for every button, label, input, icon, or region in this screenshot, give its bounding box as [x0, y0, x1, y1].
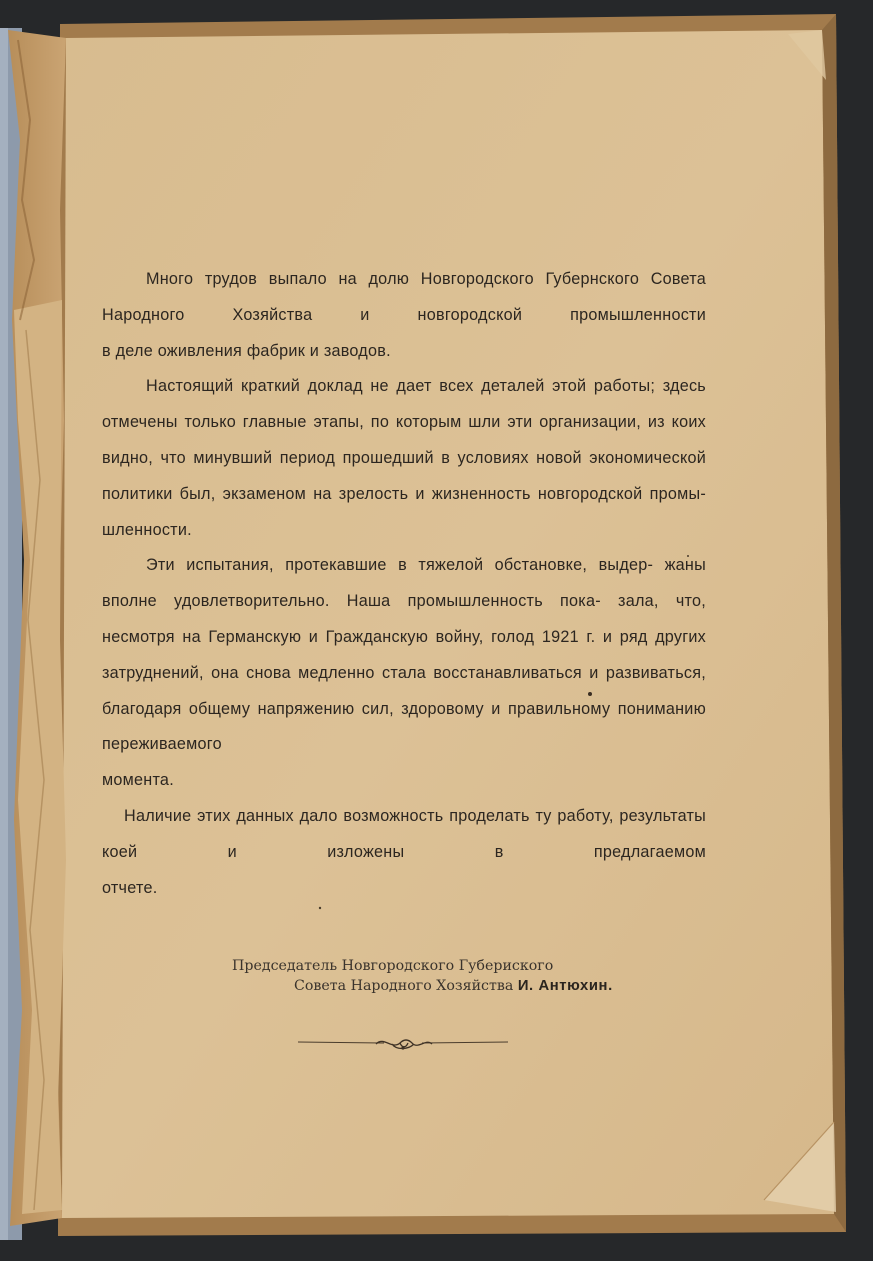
text-line: восстанавливаться и развиваться, благодаря общему напряжению — [102, 663, 706, 718]
signature-org: Совета Народного Хозяйства — [294, 978, 514, 994]
text-line: Настоящий краткий доклад не дает всех деталей этой — [146, 377, 587, 396]
paragraph-3 — [102, 548, 706, 763]
text-line: прошедший в условиях новой экономической политики был, — [102, 448, 706, 503]
paragraph-2 — [102, 369, 706, 512]
signatory-name: И. Антюхин. — [517, 978, 613, 994]
text-line: отчете. — [102, 878, 158, 897]
text-line: Эти испытания, протекавшие в тяжелой обстановке, выдер- — [146, 556, 654, 575]
text-line: работу, результаты коей и изложены в предлагаемом — [102, 806, 707, 861]
text-line: жаны вполне удовлетворительно. Наша промышленность пока- — [102, 556, 706, 611]
paragraph-4 — [102, 799, 706, 871]
signature-block — [232, 956, 692, 996]
ornament-divider — [296, 1034, 510, 1056]
text-line: Совета Народного Хозяйства и новгородской промышленности — [102, 270, 706, 324]
text-line: зала, что, несмотря на Германскую и Гражданскую войну, голод — [102, 592, 706, 646]
text-line: шли эти организации, из коих видно, что минувший период — [102, 413, 706, 467]
ornament-rule-left — [298, 1042, 384, 1043]
text-line: шленности. — [102, 520, 192, 539]
text-line: момента. — [102, 771, 174, 790]
paragraph-2-tail — [102, 513, 706, 549]
text-line: Много трудов выпало на долю Новгородского Губернского — [146, 270, 640, 288]
document-body — [102, 262, 706, 906]
paragraph-1-tail — [102, 334, 706, 370]
ornament-rule-right — [422, 1042, 508, 1043]
paragraph-3-tail — [102, 763, 706, 799]
paragraph-1 — [102, 262, 706, 334]
text-line: в деле оживления фабрик и заводов. — [102, 341, 391, 360]
ornament-dot — [401, 1046, 404, 1049]
text-line: 1921 г. и ряд других затруднений, она снова медленно стала — [102, 627, 706, 682]
paragraph-4-tail — [102, 871, 706, 907]
signature-title-line: Председатель Новгородского Губериского — [232, 958, 554, 974]
text-line: Наличие этих данных дало возможность проделать ту — [124, 806, 552, 825]
text-line: сил, здоровому и правильному пониманию переживаемого — [102, 699, 706, 754]
signature-org-line — [232, 976, 692, 996]
text-line: экзаменом на зрелость и жизненность новгородской промы- — [222, 484, 707, 503]
text-line: работы; здесь отмечены только главные этапы, по которым — [102, 377, 706, 432]
